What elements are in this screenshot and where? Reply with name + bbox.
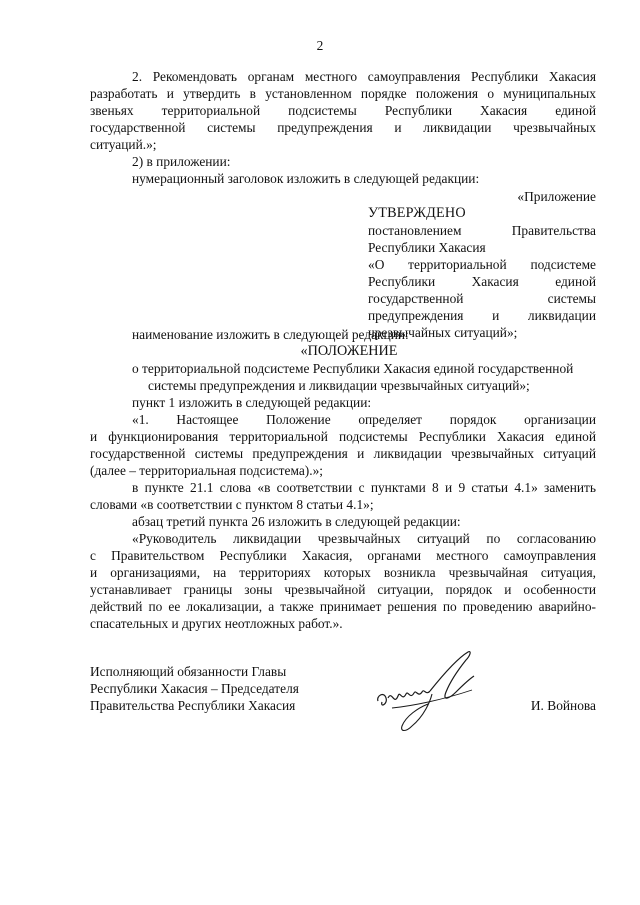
item-2-heading: 2) в приложении: [132,154,231,169]
text-line: словами «в соответствии с пунктом 8 статьи 4.1»; [90,497,374,512]
text-line: спасательных и других неотложных работ.». [90,616,343,631]
title-polozhenie: «ПОЛОЖЕНИЕ [300,343,398,359]
text-line: звеньях территориальной подсистемы Республики Хакасия единой [90,103,596,118]
approval-line: государственной системы [368,291,596,306]
text-line: «Руководитель ликвидации чрезвычайных ситуаций по согласованию [132,531,596,546]
text-line: ситуаций.»; [90,137,157,152]
approval-line: постановлением Правительства [368,223,596,238]
text-line: государственной системы предупреждения и ликвидации чрезвычайных ситуаций [90,446,596,461]
text-line: «1. Настоящее Положение определяет порядок организации [132,412,596,427]
point-26-instruction: абзац третий пункта 26 изложить в следующей редакции: [132,514,461,529]
approval-line: предупреждения и ликвидации [368,308,596,323]
text-line: системы предупреждения и ликвидации чрезвычайных ситуаций»; [148,378,530,393]
signatory-line: Правительства Республики Хакасия [90,698,296,713]
approval-line: Республики Хакасия единой [368,274,596,289]
signatory-line: Республики Хакасия – Председателя [90,681,299,696]
text-line: устанавливает границы зоны чрезвычайной ситуации, порядок и особенности [90,582,596,597]
name-instruction: наименование изложить в следующей редакции: [132,327,409,342]
text-line: с Правительством Республики Хакасия, органами местного самоуправления [90,548,596,563]
text-line: и организациями, на территориях которых возникла чрезвычайная ситуация, [90,565,596,580]
point-1-instruction: пункт 1 изложить в следующей редакции: [132,395,372,410]
numbering-heading-instruction: нумерационный заголовок изложить в следующей редакции: [132,171,480,186]
approved-heading: УТВЕРЖДЕНО [368,205,466,221]
approval-line: Республики Хакасия [368,240,486,255]
signatory-line: Исполняющий обязанности Главы [90,664,287,679]
text-line: действий по ее локализации, а также принимает решения по проведению аварийно- [90,599,596,614]
text-line: разработать и утвердить в установленном порядке положения о муниципальных [90,86,596,101]
appendix-label: «Приложение [517,189,596,204]
handwritten-signature [372,646,492,736]
signer-name: И. Войнова [530,698,596,713]
approval-line: «О территориальной подсистеме [368,257,596,272]
page-number: 2 [316,38,324,53]
text-line: (далее – территориальная подсистема).»; [90,463,324,478]
text-line: государственной системы предупреждения и ликвидации чрезвычайных [90,120,596,135]
text-line: о территориальной подсистеме Республики Хакасия единой государственной [132,361,574,376]
text-line: 2. Рекомендовать органам местного самоуправления Республики Хакасия [132,69,596,84]
approval-line: чрезвычайных ситуаций»; [368,325,518,340]
text-line: в пункте 21.1 слова «в соответствии с пунктами 8 и 9 статьи 4.1» заменить [132,480,596,495]
text-line: и функционирования территориальной подсистемы Республики Хакасия единой [90,429,596,444]
